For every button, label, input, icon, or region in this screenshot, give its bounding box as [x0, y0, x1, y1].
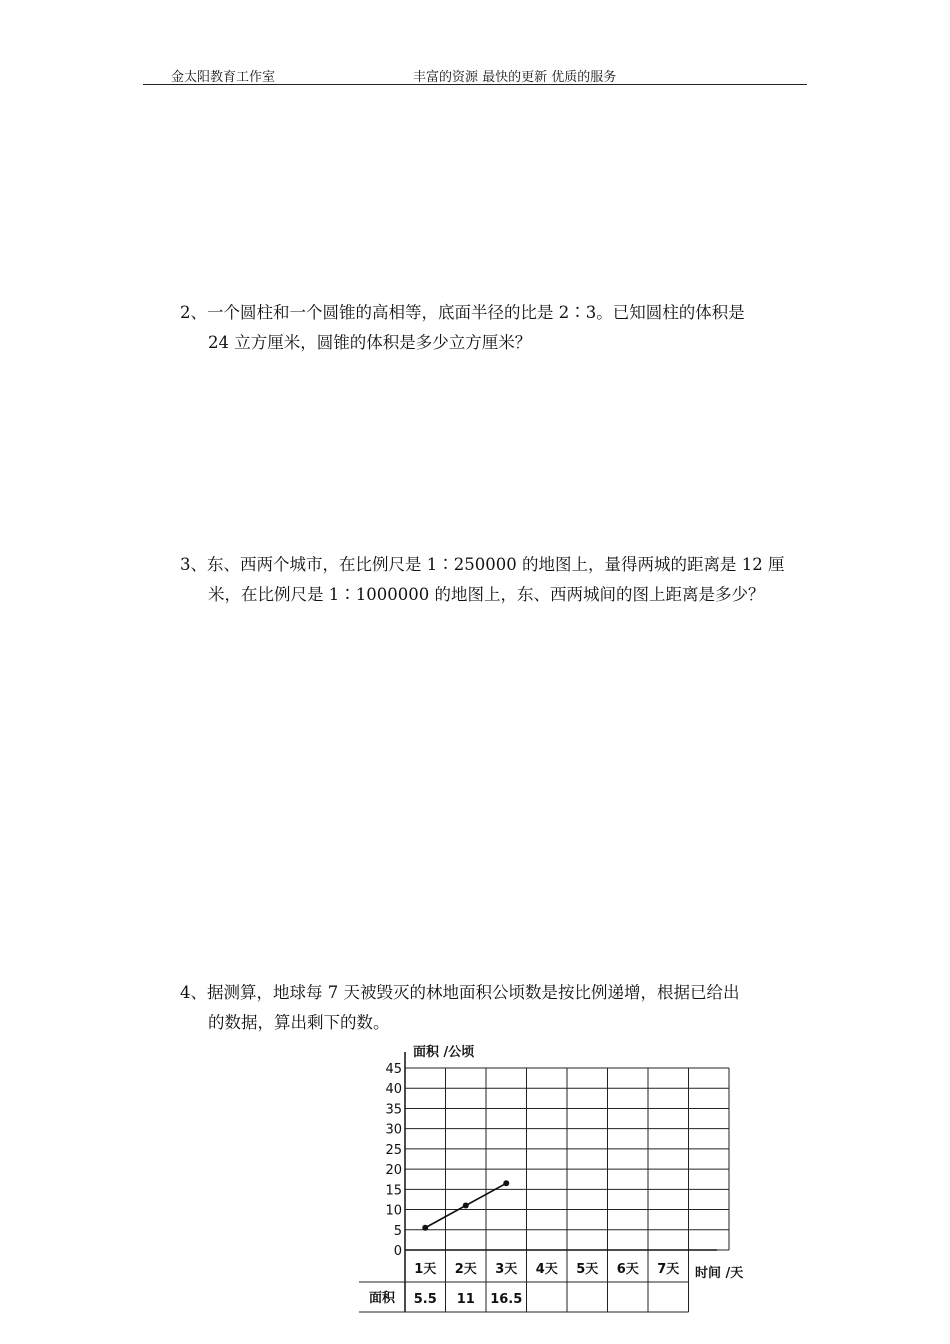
- x-category-labels: [414, 1250, 688, 1312]
- table-cell-value: 5.5: [413, 1292, 437, 1307]
- header-studio-name: 金太阳教育工作室: [171, 70, 276, 85]
- data-table: [359, 1282, 689, 1312]
- x-category-label: 7天: [657, 1262, 680, 1277]
- question-3: [180, 550, 810, 610]
- header-slogan: 丰富的资源 最快的更新 优质的服务: [413, 70, 617, 85]
- x-category-label: 6天: [616, 1262, 639, 1277]
- y-tick-label: 5: [393, 1223, 402, 1239]
- data-point: [503, 1180, 509, 1186]
- question-4-line-2: 的数据，算出剩下的数。: [208, 1013, 390, 1032]
- y-tick-label: 45: [385, 1062, 402, 1077]
- y-tick-label: 20: [385, 1163, 402, 1179]
- x-category-label: 4天: [535, 1262, 558, 1277]
- question-2-line-1: 2、一个圆柱和一个圆锥的高相等，底面半径的比是 2∶3。已知圆柱的体积是: [180, 303, 745, 322]
- y-axis-label: 面积 /公顷: [413, 1045, 475, 1060]
- question-2-line-2: 24 立方厘米，圆锥的体积是多少立方厘米？: [208, 333, 532, 352]
- y-tick-label: 25: [385, 1142, 402, 1158]
- data-point: [422, 1225, 428, 1231]
- question-4: [180, 978, 810, 1038]
- x-category-label: 1天: [414, 1262, 437, 1277]
- x-axis-label: 时间 /天: [695, 1266, 744, 1281]
- chart-series: [422, 1180, 509, 1230]
- x-category-label: 5天: [576, 1262, 599, 1277]
- y-tick-label: 30: [385, 1122, 402, 1138]
- table-row-label: 面积: [368, 1291, 396, 1306]
- question-3-line-2: 米，在比例尺是 1∶1000000 的地图上，东、西两城间的图上距离是多少？: [208, 585, 765, 604]
- question-3-line-1: 3、东、西两个城市，在比例尺是 1∶250000 的地图上，量得两城的距离是 12 厘: [180, 555, 785, 574]
- area-line-chart: [355, 1040, 775, 1320]
- x-category-label: 2天: [454, 1262, 477, 1277]
- y-tick-label: 15: [385, 1183, 402, 1199]
- data-point: [463, 1203, 469, 1209]
- y-tick-label: 35: [385, 1102, 402, 1118]
- y-tick-label: 40: [385, 1082, 402, 1098]
- question-2: [180, 298, 810, 358]
- y-tick-label: 10: [385, 1203, 402, 1219]
- y-tick-labels: [385, 1062, 402, 1259]
- chart-grid: [405, 1068, 729, 1250]
- y-tick-label: 0: [393, 1244, 402, 1259]
- table-cell-value: 11: [456, 1292, 475, 1307]
- question-4-line-1: 4、据测算，地球每 7 天被毁灭的林地面积公顷数是按比例递增，根据已给出: [180, 983, 740, 1002]
- table-cell-value: 16.5: [490, 1292, 523, 1307]
- page-header: [143, 64, 807, 85]
- x-category-label: 3天: [495, 1262, 518, 1277]
